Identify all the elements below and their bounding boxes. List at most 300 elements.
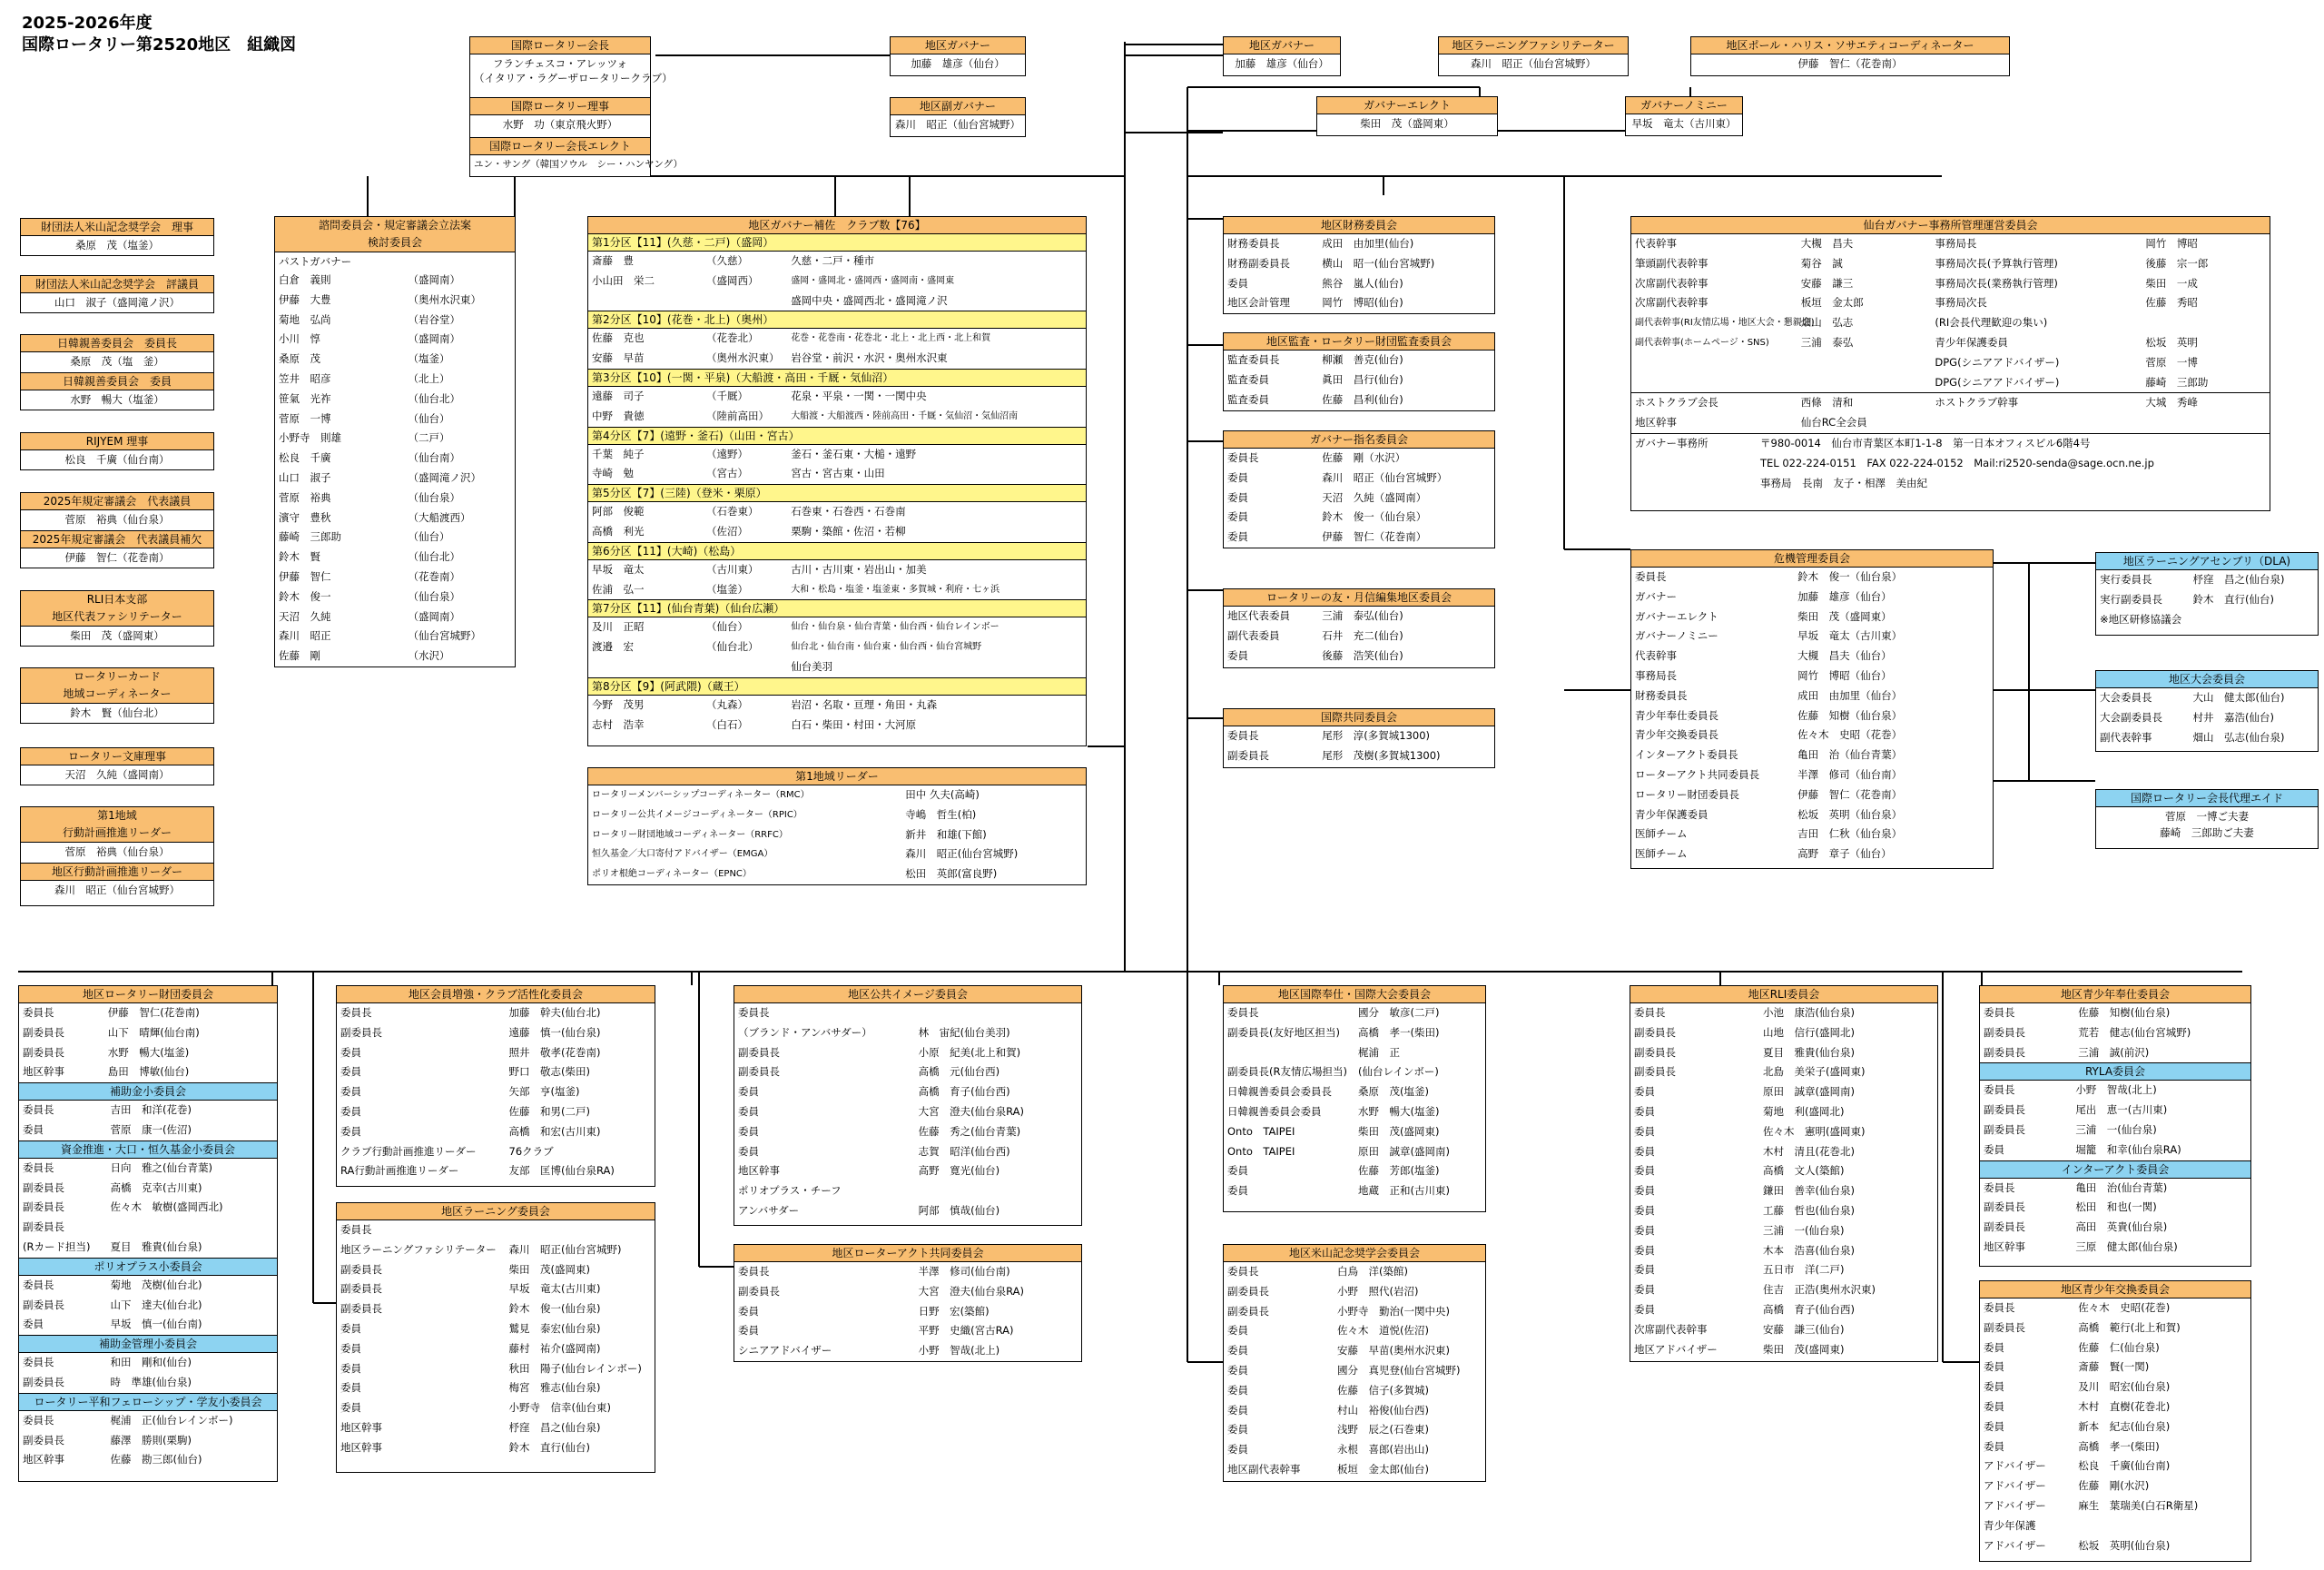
table-row [1631,785,1993,805]
ri-rep-aide-header: 国際ロータリー会長代理エイド [2096,790,2318,807]
table-cell: 佐藤 克也 [592,331,645,345]
table-cell: 次席副代表幹事 [1635,296,1709,310]
subcommittee-table [19,1411,277,1470]
table-cell: 高橋 孝一(柴田) [2078,1439,2160,1453]
kitei-rep-header: 2025年規定審議会 代表議員 [21,493,213,510]
table-row [275,509,515,528]
table-cell: 副代表幹事(ホームページ・SNS) [1635,337,1769,348]
table-row [1631,667,1993,686]
table-cell: （遠野） [706,447,749,460]
table-cell: ロータリーメンバーシップコーディネーター（RMC） [592,790,810,800]
table-cell [1631,353,1797,373]
table-row [1980,1496,2250,1516]
table-cell: 濱守 豊秋 [279,510,331,524]
table-row [734,1043,1081,1063]
table-row [275,271,515,291]
table-cell: 友部 匡博(仙台泉RA) [508,1164,615,1178]
table-cell: 副委員長 [1984,1200,2025,1214]
table-cell: 横山 昭一(仙台宮城野) [1322,256,1435,270]
table-cell: 青少年奉仕委員長 [1635,708,1718,722]
ri-elect-name: ユン・サング（韓国ソウル シー・ハンヤング） [474,159,683,170]
table-cell: 新本 紀志(仙台泉) [2078,1419,2171,1433]
table-cell: （奥州水沢東） [408,292,482,306]
dla-table [2096,570,2318,610]
table-cell: 委員 [1634,1203,1655,1217]
table-cell: 副委員長 [23,1298,64,1311]
table-cell: （古川東） [706,562,759,576]
governor-assistant-header: 地区ガバナー補佐 クラブ数【76】 [588,217,1086,234]
table-cell: 久慈・二戸・種市 [791,254,875,267]
table-row [1631,313,2270,333]
table-row [1224,1361,1485,1381]
table-row [19,1159,277,1179]
table-cell: 尾形 淳(多賀城1300) [1322,729,1431,742]
table-row [1630,1340,1937,1360]
table-row [1224,1420,1485,1440]
ri-elect-header: 国際ロータリー会長エレクト [470,138,650,155]
action-plan-district-header: 地区行動計画推進リーダー [21,863,213,881]
table-cell: ガバナーノミニー [1635,629,1718,643]
table-cell: アンバサダー [738,1203,800,1217]
table-cell [2142,313,2270,333]
table-cell: 古川・古川東・岩出山・加美 [791,562,927,576]
table-row [337,1378,655,1398]
learning-committee-header: 地区ラーニング委員会 [337,1203,655,1220]
table-cell: （盛岡南） [408,273,461,286]
table-row [1631,765,1993,785]
table-row [1980,1198,2250,1218]
table-cell: 石井 充二(仙台) [1322,628,1403,642]
table-cell [1797,353,1932,373]
table-cell: 鈴木 直行(仙台) [2192,592,2274,606]
table-row [1631,254,2270,274]
office-staff-line: 事務局 長南 友子・相澤 美由紀 [1760,476,1927,489]
advisory-committee-header: 諮問委員会・規定審議会立法案 [275,217,515,235]
table-row [19,1121,277,1140]
subcommittee-table [19,1276,277,1335]
table-cell: 高橋 文人(築館) [1762,1164,1845,1178]
host-club-table [1631,393,2270,434]
table-cell: 委員長 [23,1160,54,1174]
table-cell: 佐藤 知樹（仙台泉） [1797,708,1903,722]
rli-japan-subheader: 地区代表ファシリテーター [21,608,213,627]
table-row [337,1122,655,1142]
office-management-box [1630,216,2270,511]
rotaract-committee-table [734,1262,1081,1361]
table-cell [1931,413,2142,433]
table-row [1630,1221,1937,1241]
table-row [337,1062,655,1082]
ri-president-name: フランチェスコ・アレッツォ [492,57,628,70]
table-row [19,1218,277,1238]
subcommittee-header: ロータリー平和フェローシップ・学友小委員会 [19,1393,277,1411]
table-cell: 委員長 [1227,1006,1259,1019]
table-cell: 委員 [1634,1223,1655,1237]
rli-committee-table [1630,1003,1937,1359]
yoneyama-committee-table [1224,1262,1485,1480]
table-cell: 委員長 [738,1006,770,1019]
table-cell: 北島 美栄子(盛岡東) [1762,1065,1866,1079]
table-cell: 副委員長 [1984,1122,2025,1136]
kitei-box [20,492,214,568]
action-plan-regional-name: 菅原 裕典（仙台泉） [64,845,170,858]
table-cell: 吉田 和洋(花巻) [110,1103,192,1117]
table-cell: （仙台北） [408,391,461,405]
table-cell: 委員 [1634,1164,1655,1178]
table-cell: （大船渡西） [408,510,471,524]
rijyem-header: RIJYEM 理事 [21,433,213,450]
table-row [19,1023,277,1043]
table-cell: 医師チーム [1635,847,1688,861]
finance-committee-box [1223,216,1495,314]
table-cell: 医師チーム [1635,827,1688,841]
table-row [275,390,515,410]
subcommittee-table [19,1101,277,1140]
advisory-committee-subheader: 検討委員会 [275,234,515,252]
table-cell: 鈴木 直行(仙台) [508,1440,590,1454]
learning-committee-box [336,1202,655,1473]
table-cell: 木村 清且(花巻北) [1762,1144,1855,1158]
table-cell: 三浦 誠(前沢) [2078,1045,2150,1059]
foundation-committee-header: 地区ロータリー財団委員会 [19,986,277,1003]
table-cell: 矢部 亨(塩釜) [508,1085,580,1099]
table-cell: 副委員長 [1227,1284,1269,1298]
table-row [588,785,1086,805]
table-cell: 佐藤 秀之(仙台青葉) [918,1124,1021,1138]
table-row [1631,627,1993,647]
table-cell: 事務局次長 [1935,296,1987,310]
table-cell: 委員 [340,1104,361,1118]
table-cell: 吉田 仁秋（仙台泉） [1797,827,1903,841]
table-cell: 委員 [340,1045,361,1059]
table-cell [2162,1516,2250,1536]
audit-committee-header: 地区監査・ロータリー財団監査委員会 [1224,333,1494,351]
subcommittee-table [1980,1179,2250,1258]
table-cell: 事務局長 [1635,668,1677,682]
nikkan-box [20,334,214,410]
table-row [337,1279,655,1299]
table-cell: 委員 [1227,1184,1248,1198]
table-row [1631,234,2270,254]
table-cell: 委員 [340,1361,361,1375]
table-cell [2074,1516,2162,1536]
subcommittee-table [1980,1081,2250,1160]
table-cell: 菊谷 誠 [1800,256,1843,270]
foundation-subcommittees [19,1082,277,1470]
table-cell: 地区幹事 [340,1440,382,1454]
table-row [337,1339,655,1359]
table-cell: 副委員長 [1634,1065,1676,1079]
table-row [1980,1043,2250,1063]
table-cell: 柳瀬 善克(仙台) [1322,353,1403,366]
governor-elect-box [1316,96,1498,136]
table-cell: 照井 敬孝(花巻南) [508,1045,601,1059]
rotary-card-subheader: 地域コーディネーター [21,686,213,704]
governor-nominee-header: ガバナーノミニー [1626,97,1742,114]
table-cell: 石巻東・石巻西・石巻南 [791,505,906,518]
paul-harris-header: 地区ポール・ハリス・ソサエティコーディネーター [1691,37,2009,54]
joint-committee-box [1223,708,1495,768]
table-cell: 加藤 雄彦（仙台） [1797,589,1892,603]
table-cell [192,1218,277,1238]
audit-committee-table [1224,351,1494,410]
table-row [1631,686,1993,706]
subcommittee-header: 補助金管理小委員会 [19,1335,277,1353]
title-name: 国際ロータリー第2520地区 組織図 [22,35,297,54]
convention-committee-box [2095,670,2319,752]
table-cell: 大槻 昌夫（仙台） [1797,649,1892,663]
table-cell: 副委員長 [1634,1045,1676,1059]
table-cell: 三浦 泰弘(仙台) [1322,609,1403,622]
table-row [734,1321,1081,1341]
table-cell: 高野 章子（仙台） [1797,847,1892,861]
table-cell: 佐藤 勘三郎(仙台) [110,1453,202,1466]
table-row [588,272,1086,291]
table-row [1631,746,1993,765]
table-cell: 大城 秀峰 [2145,396,2198,410]
office-management-table [1631,234,2270,393]
table-row [275,548,515,568]
table-row [337,1220,655,1240]
table-row [275,449,515,469]
district-group-header: 第6分区【11】(大崎)（松島） [588,542,1086,560]
youth-service-box [1979,985,2251,1267]
table-cell: 早坂 慎一(仙台南) [110,1318,202,1331]
table-cell: 代表幹事 [1635,649,1677,663]
table-row [1224,1023,1485,1043]
table-row [588,252,1086,272]
yoneyama-director-box [20,218,214,256]
table-cell: 財務副委員長 [1227,256,1290,270]
region1-leader-header: 第1地域リーダー [588,768,1086,785]
table-cell: 及川 正昭 [592,620,645,634]
table-cell: 森川 昭正(仙台宮城野) [905,847,1019,861]
public-image-committee-header: 地区公共イメージ委員会 [734,986,1081,1003]
table-row [1224,234,1494,254]
table-row [1630,1003,1937,1023]
table-cell: 佐浦 弘一 [592,582,645,596]
table-cell: 松坂 英明（仙台泉） [1797,807,1903,821]
table-row [1630,1260,1937,1280]
action-plan-district-name: 森川 昭正（仙台宮城野） [54,883,180,896]
table-cell: 副委員長 [23,1025,64,1039]
table-cell: 花泉・平泉・一関・一関中央 [791,389,927,402]
table-row [337,1359,655,1379]
table-row [275,568,515,588]
table-row [588,825,1086,845]
table-cell: 梶浦 正(仙台レインボー) [110,1413,233,1427]
table-cell: 副委員長 [23,1220,64,1234]
table-cell [506,1220,580,1240]
table-row [734,1003,1081,1023]
nomination-committee-box [1223,430,1495,548]
table-cell: 盛岡・盛岡北・盛岡西・盛岡南・盛岡東 [791,275,955,286]
table-cell: 熊谷 嵐人(仙台) [1322,276,1403,290]
table-row [1224,293,1494,313]
table-cell: 委員 [738,1085,759,1099]
table-cell: 大和・松島・塩釜・塩釜東・多賀城・利府・七ヶ浜 [791,584,1000,595]
table-row [588,864,1086,884]
subcommittee-header: 補助金小委員会 [19,1082,277,1101]
rotary-card-name: 鈴木 賢（仙台北） [70,706,164,719]
table-cell: 副委員長 [1634,1025,1676,1039]
table-cell: 佐々木 道悦(佐沼) [1336,1324,1429,1338]
table-row [1631,844,1993,864]
rijyem-box [20,432,214,470]
table-row [1224,274,1494,294]
table-cell [703,291,787,311]
table-row [734,1201,1081,1221]
table-cell: 副委員長 [1984,1103,2025,1117]
table-row [734,1181,1081,1201]
table-row [2096,728,2318,748]
table-row [1224,607,1494,627]
table-cell: 岡竹 博昭(仙台) [1322,296,1403,310]
table-cell: 森川 昭正(仙台宮城野) [508,1242,622,1256]
table-row [19,1431,277,1451]
table-row [1980,1101,2250,1121]
convention-committee-header: 地区大会委員会 [2096,671,2318,688]
table-row [1224,370,1494,390]
table-cell: （佐沼） [706,524,749,538]
crisis-committee-header: 危機管理委員会 [1631,550,1993,568]
table-row [275,291,515,311]
table-cell: 岩沼・名取・亘理・角田・丸森 [791,697,938,711]
table-row [1980,1377,2250,1397]
nikkan-chair-name: 桑原 茂（塩 釜） [70,355,164,368]
table-cell: 委員 [340,1401,361,1415]
youth-exchange-header: 地区青少年交換委員会 [1980,1281,2250,1298]
table-cell: 阿部 慎哉(仙台) [918,1203,1000,1217]
table-row [1631,647,1993,667]
table-cell: 白石・柴田・村田・大河原 [791,717,917,731]
district-group-header: 第8分区【9】(阿武隈)（蔵王） [588,677,1086,696]
table-row [19,1353,277,1373]
table-cell: 事務局長 [1935,237,1977,250]
joint-committee-table [1224,726,1494,766]
table-row [1224,746,1494,766]
table-row [734,1023,1081,1043]
table-cell: 花巻・花巻南・花巻北・北上・北上西・北上和賀 [791,333,991,344]
governor-elect-name: 柴田 茂（盛岡東） [1360,117,1454,130]
table-cell: 委員 [1634,1243,1655,1257]
table-cell: 藤村 祐介(盛岡南) [508,1341,601,1355]
rli-committee-box [1630,985,1938,1362]
vgov-header: 地区副ガバナー [891,98,1025,115]
table-cell: 青少年保護委員 [1935,335,2008,349]
table-cell: 佐藤 剛(水沢) [2078,1479,2150,1493]
office-address [1631,434,2270,493]
table-cell: 安藤 早苗 [592,351,645,365]
table-cell: 監査委員長 [1227,353,1280,366]
table-cell: 森川 昭正 [279,629,331,643]
table-row [1980,1338,2250,1358]
table-cell: 成田 由加里(仙台) [1322,237,1414,250]
table-cell: 柴田 茂(盛岡東) [1762,1342,1845,1356]
table-cell: (RI会長代理歓迎の集い) [1935,316,2048,330]
table-cell: 柴田 茂(盛岡東) [1358,1124,1440,1138]
table-cell: 秋田 陽子(仙台レインボー) [508,1361,642,1375]
table-cell: 大会副委員長 [2100,710,2162,724]
table-row [337,1240,655,1260]
table-cell: 副委員長 [1984,1320,2025,1334]
table-cell: 畑山 弘志 [1800,316,1854,330]
table-cell [588,657,703,677]
table-row [1224,1381,1485,1401]
table-row [1224,627,1494,647]
table-cell: Onto TAIPEI [1227,1144,1295,1158]
table-cell: 白鳥 洋(築館) [1336,1265,1408,1278]
gov-left-name: 加藤 雄彦（仙台） [911,57,1005,70]
table-cell: 大船渡・大船渡西・陸前高田・千厩・気仙沼・気仙沼南 [791,410,1019,421]
table-cell: 高橋 育子(仙台西) [918,1085,1010,1099]
table-row [337,1299,655,1319]
table-cell: 地区代表委員 [1227,609,1290,622]
table-row [1224,528,1494,548]
international-service-box [1223,985,1486,1212]
table-row [275,607,515,627]
table-cell: 成田 由加里（仙台） [1797,688,1903,702]
table-cell [1224,1043,1354,1063]
rotary-friend-header: ロータリーの友・月信編集地区委員会 [1224,589,1494,607]
table-row [337,1023,655,1043]
table-row [1980,1437,2250,1457]
table-cell: ポリオ根絶コーディネーター（EPNC） [592,869,752,880]
table-cell: （丸森） [706,697,749,711]
table-row [1224,1142,1485,1162]
table-cell: 菊地 利(盛岡北) [1762,1104,1845,1118]
table-row [19,1062,277,1082]
table-row [1224,390,1494,410]
table-cell: （仙台宮城野） [408,629,482,643]
table-cell: 新井 和雄(下館) [905,827,987,841]
table-cell: 永根 喜郎(岩出山) [1336,1443,1429,1456]
table-cell [1631,373,1797,393]
table-cell: 委員 [340,1341,361,1355]
table-cell: （仙台北） [408,550,461,564]
table-cell: 三浦 泰弘 [1800,335,1854,349]
table-row [1224,1460,1485,1480]
table-row [588,349,1086,369]
table-cell: 委員長 [1634,1006,1666,1019]
table-cell: アドバイザー [1984,1538,2046,1552]
table-row [337,1082,655,1102]
nikkan-chair-header: 日韓親善委員会 委員長 [21,335,213,352]
table-cell: 委員 [738,1304,759,1318]
table-cell: 副代表幹事 [2100,730,2152,744]
table-cell: 副委員長 [340,1282,382,1296]
table-cell: 栗駒・築館・佐沼・若柳 [791,524,906,538]
office-contact-line: TEL 022-224-0151 FAX 022-224-0152 Mail:ri2520-senda@sage.ocn.ne.jp [1760,456,2154,469]
table-row [1980,1536,2250,1556]
table-row [1631,568,1993,588]
table-cell: 高橋 育子(仙台西) [1762,1302,1855,1316]
table-cell: 副委員長 [1984,1220,2025,1234]
table-row [1630,1241,1937,1261]
rotary-library-box [20,747,214,785]
table-cell: 委員 [1984,1340,2004,1354]
district-group-table [588,502,1086,542]
table-cell: 委員 [1634,1263,1655,1277]
table-cell: 遠藤 慎一(仙台泉) [508,1025,601,1039]
table-cell: 伊藤 智仁(花巻南) [107,1006,200,1019]
table-row [1224,1161,1485,1181]
table-row [1631,274,2270,294]
table-row [337,1260,655,1280]
table-row [1631,413,2270,433]
table-row [1980,1298,2250,1318]
table-row [1631,373,2270,393]
